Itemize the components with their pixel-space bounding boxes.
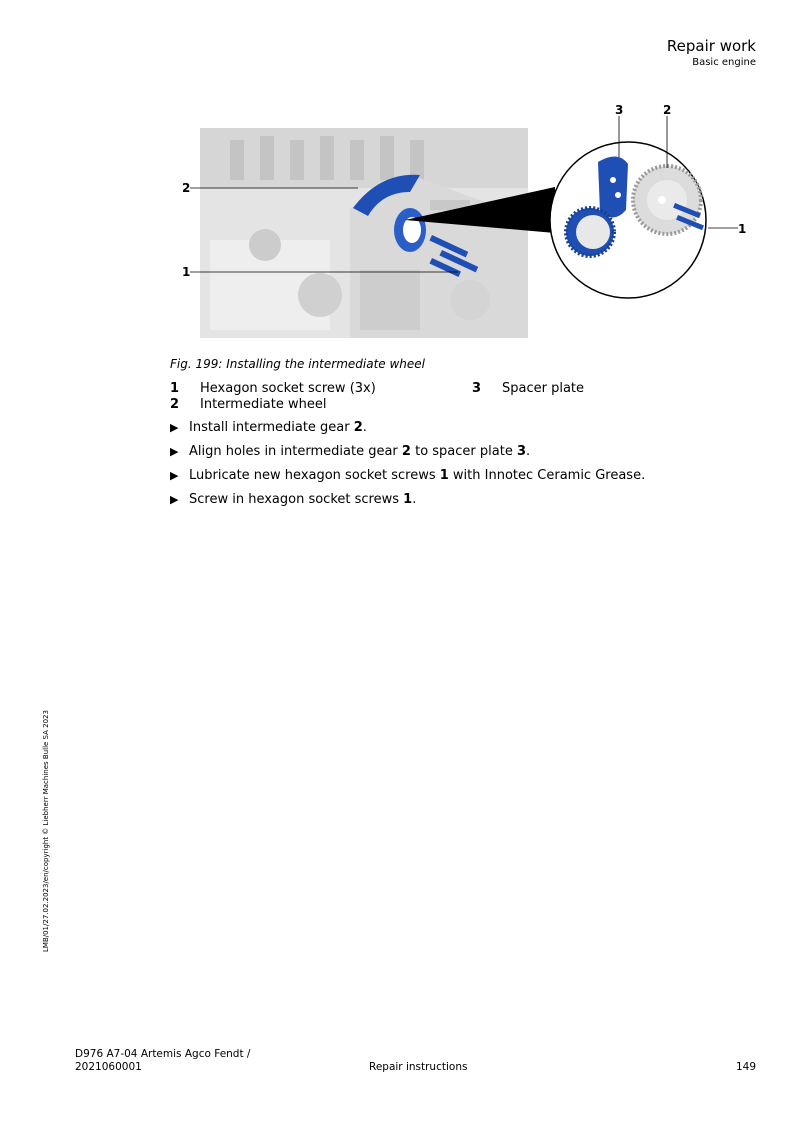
figure-caption: Fig. 199: Installing the intermediate wheel (170, 357, 426, 371)
step-arrow-icon: ▶ (170, 469, 179, 482)
step-item: ▶ Align holes in intermediate gear 2 to spacer plate 3. (170, 444, 531, 459)
header-subtitle: Basic engine (692, 57, 756, 68)
callout-1-right: 1 (738, 222, 747, 236)
step-ref: 1 (403, 492, 413, 507)
legend-number: 3 (472, 381, 482, 396)
instruction-steps (170, 420, 645, 516)
footer-document-line2: 2021060001 (75, 1061, 142, 1073)
legend-item (472, 381, 584, 396)
engine-block (200, 128, 528, 338)
footer-document-line1: D976 A7-04 Artemis Agco Fendt / (75, 1048, 251, 1060)
step-ref: 2 (353, 420, 363, 435)
step-item: ▶ Lubricate new hexagon socket screws 1 with Innotec Ceramic Grease. (170, 468, 646, 483)
header-title: Repair work (666, 37, 756, 55)
side-copyright-text: LMB/01/27.02.2023/en/copyright © Liebherr Machines Bulle SA 2023 (42, 710, 50, 952)
legend-number: 2 (170, 397, 180, 412)
legend-item (170, 381, 376, 396)
legend-text: Spacer plate (502, 381, 585, 396)
step-arrow-icon: ▶ (170, 445, 179, 458)
legend-text: Intermediate wheel (200, 397, 327, 412)
figure-installing-intermediate-wheel (170, 100, 770, 350)
page-number: 149 (735, 1061, 756, 1073)
step-ref: 3 (516, 444, 527, 459)
callout-1-left: 1 (182, 265, 191, 279)
footer-center: Repair instructions (369, 1061, 468, 1073)
legend-item (170, 397, 326, 412)
callout-3-top: 3 (615, 103, 624, 117)
legend-number: 1 (170, 381, 180, 396)
callout-2-top: 2 (663, 103, 672, 117)
engine-illustration (170, 100, 770, 350)
step-arrow-icon: ▶ (170, 493, 179, 506)
callout-2-left: 2 (182, 181, 191, 195)
step-item: ▶ Screw in hexagon socket screws 1. (170, 492, 417, 507)
step-ref: 2 (401, 444, 411, 459)
step-arrow-icon: ▶ (170, 421, 179, 434)
step-ref: 1 (439, 468, 449, 483)
legend-text: Hexagon socket screw (3x) (200, 381, 376, 396)
step-item: ▶ Install intermediate gear 2. (170, 420, 367, 435)
